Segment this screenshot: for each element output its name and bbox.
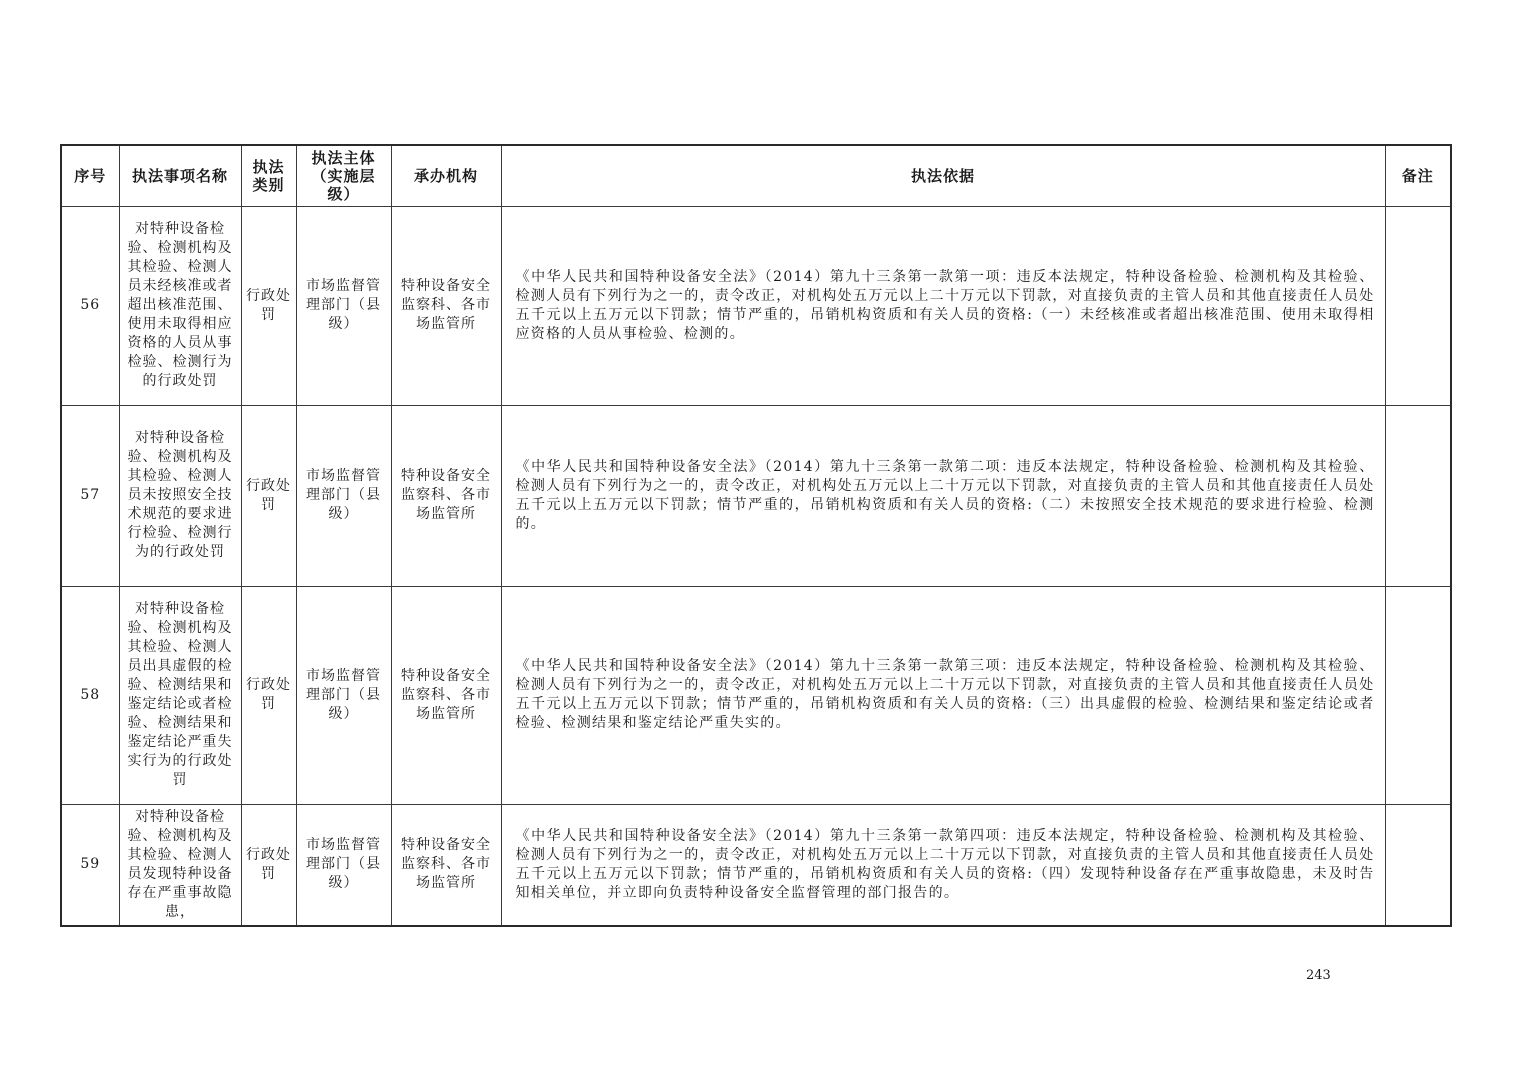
cell-office: 特种设备安全监察科、各市场监管所 xyxy=(391,804,501,926)
cell-seq: 59 xyxy=(61,804,119,926)
cell-basis: 《中华人民共和国特种设备安全法》（2014）第九十三条第一款第三项：违反本法规定，特种设备检验、检测机构及其检验、检测人员有下列行为之一的，责令改正，对机构处五万元以上二十万元以下罚款，对直接负责的主管人员和其他直接责任人员处五千元以上五万元以下罚款；情节严重的，吊销机构资质和有关人员的资格:（三）出具虚假的检验、检测结果和鉴定结论或者检验、检测结果和鉴定结论严重失实的。 xyxy=(501,586,1385,804)
table-row xyxy=(61,586,1451,804)
cell-category: 行政处罚 xyxy=(241,206,296,405)
header-item-name: 执法事项名称 xyxy=(119,145,241,206)
table-row xyxy=(61,405,1451,586)
cell-remarks xyxy=(1385,804,1451,926)
enforcement-items-table xyxy=(60,144,1452,927)
cell-item-name: 对特种设备检验、检测机构及其检验、检测人员发现特种设备存在严重事故隐患， xyxy=(119,804,241,926)
cell-item-name: 对特种设备检验、检测机构及其检验、检测人员出具虚假的检验、检测结果和鉴定结论或者检验、检测结果和鉴定结论严重失实行为的行政处罚 xyxy=(119,586,241,804)
header-office: 承办机构 xyxy=(391,145,501,206)
header-subject: 执法主体（实施层级） xyxy=(296,145,391,206)
cell-remarks xyxy=(1385,586,1451,804)
cell-subject: 市场监督管理部门（县级） xyxy=(296,405,391,586)
cell-office: 特种设备安全监察科、各市场监管所 xyxy=(391,405,501,586)
cell-category: 行政处罚 xyxy=(241,804,296,926)
cell-subject: 市场监督管理部门（县级） xyxy=(296,804,391,926)
cell-office: 特种设备安全监察科、各市场监管所 xyxy=(391,206,501,405)
cell-basis: 《中华人民共和国特种设备安全法》（2014）第九十三条第一款第二项：违反本法规定，特种设备检验、检测机构及其检验、检测人员有下列行为之一的，责令改正，对机构处五万元以上二十万元以下罚款，对直接负责的主管人员和其他直接责任人员处五千元以上五万元以下罚款；情节严重的，吊销机构资质和有关人员的资格:（二）未按照安全技术规范的要求进行检验、检测的。 xyxy=(501,405,1385,586)
header-category: 执法类别 xyxy=(241,145,296,206)
cell-seq: 56 xyxy=(61,206,119,405)
cell-basis: 《中华人民共和国特种设备安全法》（2014）第九十三条第一款第一项：违反本法规定，特种设备检验、检测机构及其检验、检测人员有下列行为之一的，责令改正，对机构处五万元以上二十万元以下罚款，对直接负责的主管人员和其他直接责任人员处五千元以上五万元以下罚款；情节严重的，吊销机构资质和有关人员的资格:（一）未经核准或者超出核准范围、使用未取得相应资格的人员从事检验、检测的。 xyxy=(501,206,1385,405)
cell-basis: 《中华人民共和国特种设备安全法》（2014）第九十三条第一款第四项：违反本法规定，特种设备检验、检测机构及其检验、检测人员有下列行为之一的，责令改正，对机构处五万元以上二十万元以下罚款，对直接负责的主管人员和其他直接责任人员处五千元以上五万元以下罚款；情节严重的，吊销机构资质和有关人员的资格:（四）发现特种设备存在严重事故隐患，未及时告知相关单位，并立即向负责特种设备安全监督管理的部门报告的。 xyxy=(501,804,1385,926)
cell-seq: 57 xyxy=(61,405,119,586)
cell-item-name: 对特种设备检验、检测机构及其检验、检测人员未按照安全技术规范的要求进行检验、检测行为的行政处罚 xyxy=(119,405,241,586)
cell-subject: 市场监督管理部门（县级） xyxy=(296,586,391,804)
page-number: 243 xyxy=(1306,968,1331,983)
cell-category: 行政处罚 xyxy=(241,405,296,586)
cell-remarks xyxy=(1385,206,1451,405)
cell-item-name: 对特种设备检验、检测机构及其检验、检测人员未经核准或者超出核准范围、使用未取得相应资格的人员从事检验、检测行为的行政处罚 xyxy=(119,206,241,405)
cell-seq: 58 xyxy=(61,586,119,804)
header-basis: 执法依据 xyxy=(501,145,1385,206)
table-row xyxy=(61,206,1451,405)
table-header-row xyxy=(61,145,1451,206)
header-remarks: 备注 xyxy=(1385,145,1451,206)
cell-category: 行政处罚 xyxy=(241,586,296,804)
enforcement-table-sheet xyxy=(60,144,1450,927)
cell-office: 特种设备安全监察科、各市场监管所 xyxy=(391,586,501,804)
cell-subject: 市场监督管理部门（县级） xyxy=(296,206,391,405)
cell-remarks xyxy=(1385,405,1451,586)
table-row xyxy=(61,804,1451,926)
header-seq: 序号 xyxy=(61,145,119,206)
